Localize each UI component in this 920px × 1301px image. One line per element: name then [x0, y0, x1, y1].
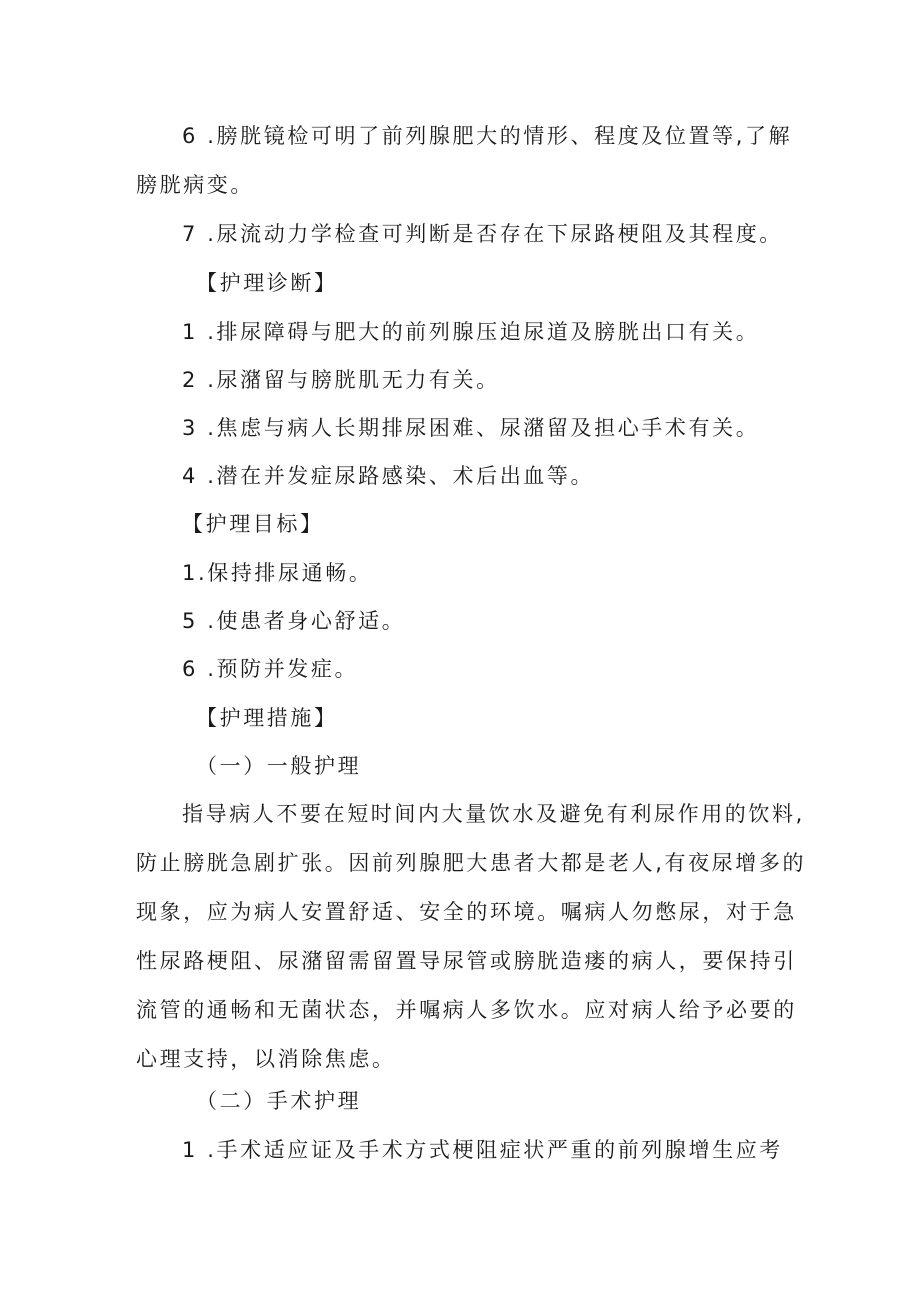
paragraph-line: 流管的通畅和无菌状态，并嘱病人多饮水。应对病人给予必要的 [136, 998, 797, 1022]
paragraph-line: 性尿路梗阻、尿潴留需留置导尿管或膀胱造瘘的病人，要保持引 [136, 949, 797, 973]
heading-nursing-measures: 【护理措施】 [196, 706, 338, 730]
heading-nursing-diagnosis: 【护理诊断】 [196, 271, 338, 295]
paragraph-line: 现象，应为病人安置舒适、安全的环境。嘱病人勿憋尿，对于急 [136, 900, 797, 924]
diagnosis-item-2: 2 .尿潴留与膀胱肌无力有关。 [182, 368, 500, 392]
item-6-cystoscopy-line-1: 6 .膀胱镜检可明了前列腺肥大的情形、程度及位置等,了解 [182, 124, 793, 148]
goal-item-6: 6 .预防并发症。 [182, 657, 359, 681]
heading-nursing-goals: 【护理目标】 [182, 512, 324, 536]
diagnosis-item-4: 4 .潜在并发症尿路感染、术后出血等。 [182, 464, 595, 488]
diagnosis-item-1: 1 .排尿障碍与肥大的前列腺压迫尿道及膀胱出口有关。 [182, 320, 760, 344]
item-6-cystoscopy-line-2: 膀胱病变。 [136, 173, 254, 197]
surgical-item-1: 1 .手术适应证及手术方式梗阻症状严重的前列腺增生应考 [182, 1138, 783, 1162]
paragraph-line: 指导病人不要在短时间内大量饮水及避免有利尿作用的饮料, [182, 802, 805, 826]
paragraph-line: 心理支持，以消除焦虑。 [136, 1047, 396, 1071]
item-7-urodynamics: 7 .尿流动力学检查可判断是否存在下尿路梗阻及其程度。 [182, 222, 783, 246]
goal-item-1: 1.保持排尿通畅。 [182, 561, 373, 585]
subheading-surgical-care: （二）手术护理 [196, 1089, 362, 1113]
general-care-paragraph [136, 800, 807, 1094]
subheading-general-care: （一）一般护理 [196, 754, 362, 778]
diagnosis-item-3: 3 .焦虑与病人长期排尿困难、尿潴留及担心手术有关。 [182, 416, 760, 440]
goal-item-5: 5 .使患者身心舒适。 [182, 609, 406, 633]
paragraph-line: 防止膀胱急剧扩张。因前列腺肥大患者大都是老人,有夜尿增多的 [136, 851, 807, 875]
